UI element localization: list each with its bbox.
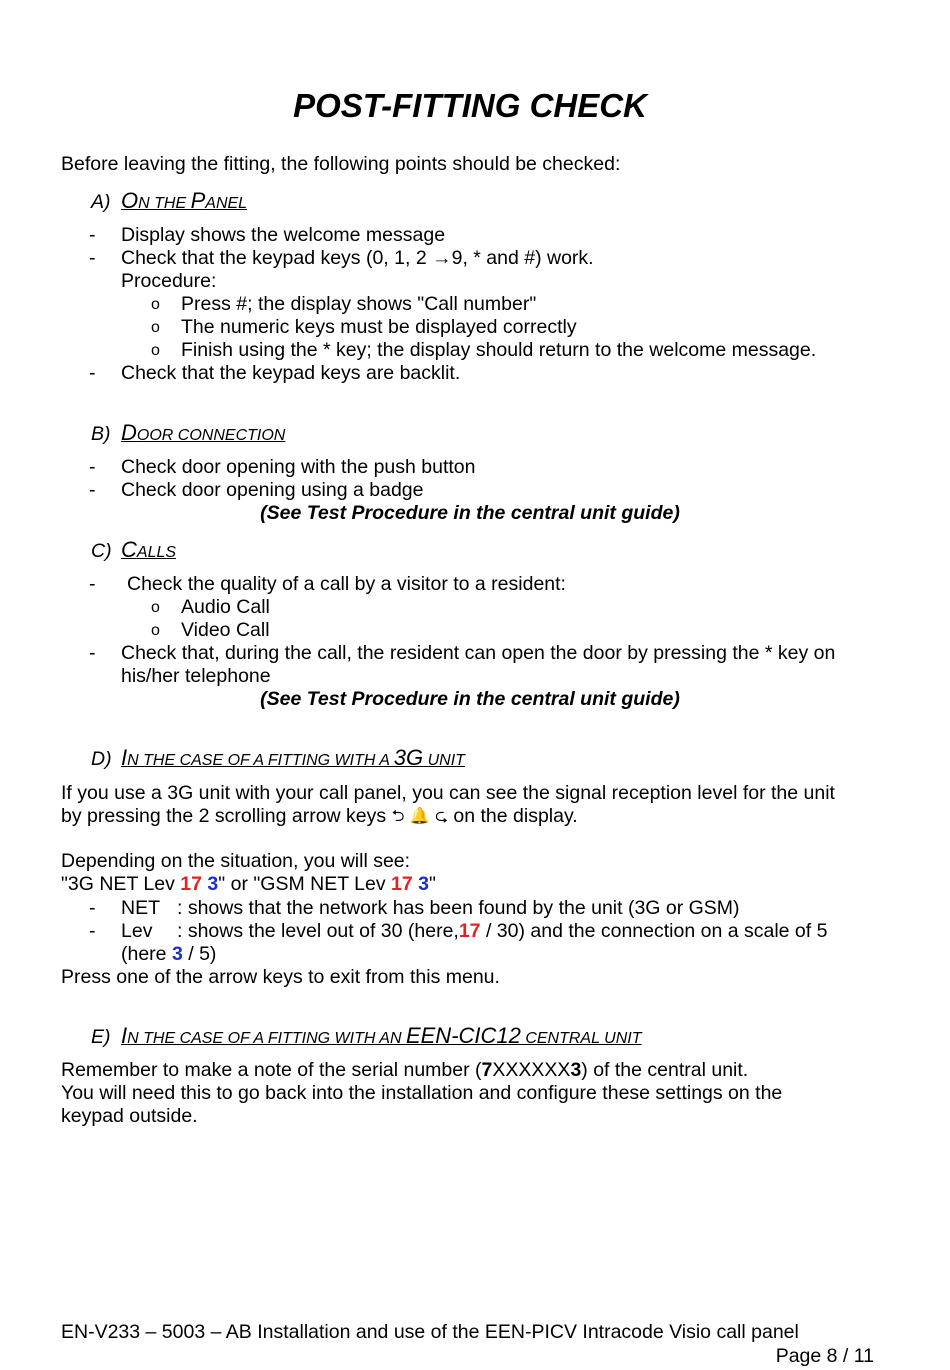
list-item: Check door opening using a badge (121, 479, 424, 501)
circle-bullet: o (151, 296, 160, 313)
paragraph: Depending on the situation, you will see: (61, 850, 411, 872)
net-description: : shows that the network has been found by the unit (3G or GSM) (177, 897, 740, 919)
dash-bullet: - (89, 897, 96, 919)
section-name: ON THE PANEL (121, 188, 248, 213)
list-item: Press #; the display shows "Call number" (181, 293, 537, 315)
lev-description: : shows the level out of 30 (here,17 / 30) and the connection on a scale of 5 (177, 920, 828, 942)
section-letter: B) (91, 423, 111, 445)
lev-label: Lev (121, 920, 153, 942)
right-arrow-icon: → (432, 247, 452, 269)
section-letter: E) (91, 1026, 111, 1048)
circle-bullet: o (151, 622, 160, 639)
section-d-heading (91, 746, 465, 772)
section-name: DOOR CONNECTION (121, 420, 286, 445)
see-procedure-note: (See Test Procedure in the central unit guide) (260, 502, 680, 524)
section-name: CALLS (121, 537, 177, 562)
paragraph: Remember to make a note of the serial number (7XXXXXX3) of the central unit. (61, 1059, 749, 1081)
paragraph: keypad outside. (61, 1105, 198, 1127)
list-item: The numeric keys must be displayed correctly (181, 316, 577, 338)
list-item: Audio Call (181, 596, 270, 618)
left-arrow-icon: ⮌ (391, 808, 405, 825)
list-item: Display shows the welcome message (121, 224, 446, 246)
paragraph: Press one of the arrow keys to exit from this menu. (61, 966, 500, 988)
section-b-heading (91, 421, 285, 447)
dash-bullet: - (89, 224, 96, 246)
circle-bullet: o (151, 342, 160, 359)
paragraph: by pressing the 2 scrolling arrow keys ⮌ 🔔 ⮎ on the display. (61, 805, 578, 827)
list-item: Check that, during the call, the resident can open the door by pressing the * key on (121, 642, 836, 664)
section-letter: A) (91, 191, 111, 213)
footer-text: EN-V233 – 5003 – AB Installation and use of the EEN-PICV Intracode Visio call panel (61, 1321, 799, 1343)
dash-bullet: - (89, 920, 96, 942)
lev-description-continuation: (here 3 / 5) (121, 943, 217, 965)
page-title: POST-FITTING CHECK (293, 87, 647, 124)
dash-bullet: - (89, 456, 96, 478)
dash-bullet: - (89, 479, 96, 501)
see-procedure-note: (See Test Procedure in the central unit guide) (260, 688, 680, 710)
list-item: Finish using the * key; the display should return to the welcome message. (181, 339, 817, 361)
dash-bullet: - (89, 573, 96, 595)
section-letter: D) (91, 748, 112, 770)
section-letter: C) (91, 540, 112, 562)
page-number: Page 8 / 11 (775, 1345, 874, 1367)
right-arrow-icon: ⮎ (435, 808, 448, 825)
paragraph: You will need this to go back into the installation and configure these settings on the (61, 1082, 783, 1104)
display-example: "3G NET Lev 17 3" or "GSM NET Lev 17 3" (61, 873, 436, 895)
procedure-label: Procedure: (121, 270, 217, 292)
list-item: Check the quality of a call by a visitor to a resident: (127, 573, 566, 595)
section-name: IN THE CASE OF A FITTING WITH A 3G UNIT (121, 745, 465, 770)
circle-bullet: o (151, 599, 160, 616)
bell-icon: 🔔 (409, 808, 430, 825)
section-e-heading (91, 1024, 641, 1050)
dash-bullet: - (89, 247, 96, 269)
list-item-continuation: his/her telephone (121, 665, 271, 687)
list-item: Check door opening with the push button (121, 456, 476, 478)
paragraph: If you use a 3G unit with your call panel, you can see the signal reception level for the unit (61, 782, 835, 804)
section-c-heading (91, 538, 176, 564)
dash-bullet: - (89, 362, 96, 384)
dash-bullet: - (89, 642, 96, 664)
section-a-heading (91, 189, 247, 215)
list-item: Check that the keypad keys are backlit. (121, 362, 461, 384)
intro-text: Before leaving the fitting, the following points should be checked: (61, 153, 621, 175)
net-label: NET (121, 897, 160, 919)
section-name: IN THE CASE OF A FITTING WITH AN EEN-CIC12 CENTRAL UNIT (121, 1023, 642, 1048)
circle-bullet: o (151, 319, 160, 336)
list-item: Video Call (181, 619, 270, 641)
list-item: Check that the keypad keys (0, 1, 2 →9, * and #) work. (121, 247, 594, 269)
